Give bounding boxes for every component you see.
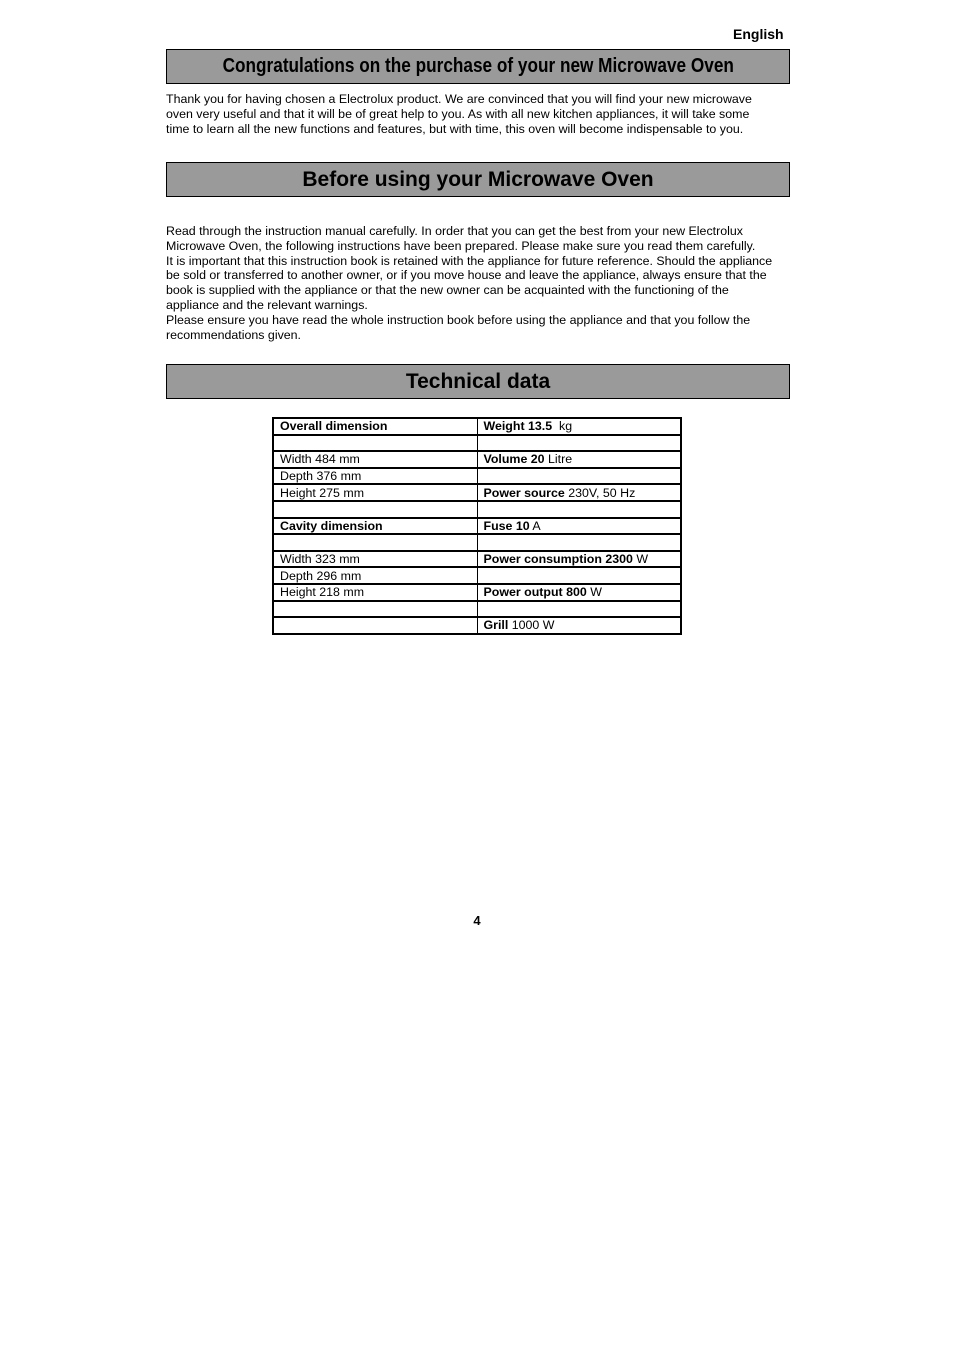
table-cell-right [477,468,681,485]
congratulations-heading-text: Congratulations on the purchase of your new Microwave Oven [222,55,734,77]
congratulations-paragraph: Thank you for having chosen a Electrolux product. We are convinced that you will find your new microwave oven very useful and that it will be of great help to you. As with all new kitchen appliances, it will take some time to learn all the new functions and features, but with time, this oven will become indispensable to you. [166,92,752,136]
cell-value: 1000 W [508,618,555,633]
cell-value: A [529,518,541,533]
table-row [273,501,681,518]
table-row [273,567,681,584]
cell-value: Height 275 mm [280,485,365,500]
before-using-heading-text: Before using your Microwave Oven [302,167,654,191]
table-row [273,451,681,468]
cell-value: Height 218 mm [280,585,365,600]
cell-value: Litre [544,452,573,467]
table-cell-left [273,601,477,618]
table-cell-left [273,435,477,452]
cell-label: Power output 800 [483,585,587,600]
technical-data-heading [166,364,790,399]
page-number: 4 [473,913,481,928]
cell-value: W [632,552,649,567]
table-cell-right [477,584,681,601]
congratulations-heading [166,49,790,84]
table-row [273,534,681,551]
cell-value: W [586,585,602,600]
table-cell-right [477,567,681,584]
technical-data-heading-text: Technical data [405,369,551,393]
language-label: English [733,26,784,42]
cell-value: kg [552,419,573,434]
cell-value: 230V, 50 Hz [564,485,636,500]
table-row [273,518,681,535]
table-cell-right [477,534,681,551]
table-row [273,418,681,435]
cell-label: Fuse 10 [483,518,530,533]
table-cell-right [477,617,681,634]
before-using-heading [166,162,790,197]
table-cell-right [477,484,681,501]
cell-value: Depth 376 mm [280,469,362,484]
cell-label: Grill [483,618,509,633]
table-cell-right [477,518,681,535]
table-cell-right [477,435,681,452]
table-cell-right [477,418,681,435]
table-row [273,601,681,618]
table-row [273,551,681,568]
before-using-paragraph: Read through the instruction manual carefully. In order that you can get the best from your new Electrolux Microwave Oven, the following instructions have been prepared. Please make sure you read them carefully. It is important that this instruction book is retained with the appliance for future reference. Should the appliance be sold or transferred to another owner, or if you move house and leave the appliance, always ensure that the book is supplied with the appliance or that the new owner can be acquainted with the functioning of the appliance and the relevant warnings. Please ensure you have read the whole instruction book before using the appliance and that you follow the recommendations given. [166,224,773,342]
table-row [273,617,681,634]
cell-label: Power consumption 2300 [483,552,633,567]
cell-label: Weight 13.5 [483,419,553,434]
table-cell-left [273,418,477,435]
table-cell-right [477,601,681,618]
cell-label: Power source [483,485,565,500]
table-cell-left [273,567,477,584]
table-cell-left [273,551,477,568]
table-cell-right [477,451,681,468]
table-cell-left [273,484,477,501]
cell-label: Volume 20 [483,452,545,467]
table-row [273,468,681,485]
table-row [273,584,681,601]
cell-label: Overall dimension [280,419,388,434]
cell-value: Width 323 mm [280,552,360,567]
cell-label: Cavity dimension [280,518,383,533]
table-cell-right [477,501,681,518]
cell-value: Depth 296 mm [280,568,362,583]
table-cell-left [273,617,477,634]
table-cell-left [273,451,477,468]
cell-value: Width 484 mm [280,452,360,467]
table-cell-left [273,518,477,535]
table-cell-right [477,551,681,568]
technical-data-table [272,417,682,635]
table-cell-left [273,501,477,518]
table-cell-left [273,534,477,551]
table-cell-left [273,468,477,485]
table-cell-left [273,584,477,601]
table-row [273,484,681,501]
table-row [273,435,681,452]
